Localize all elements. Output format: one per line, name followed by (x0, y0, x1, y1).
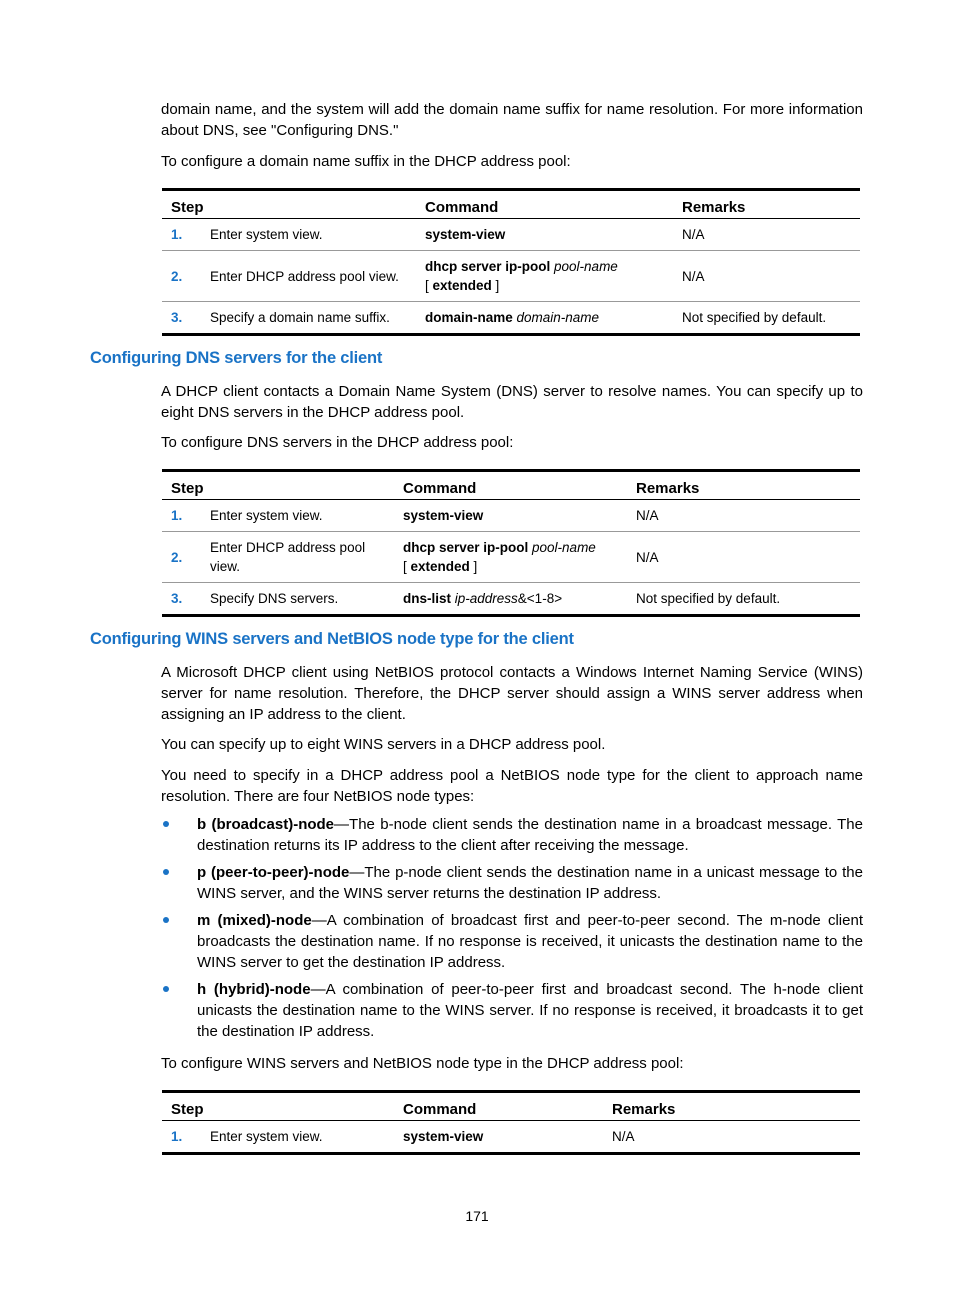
node-type-list (161, 814, 863, 1048)
list-item (161, 862, 863, 904)
step-number: 1. (162, 219, 194, 251)
bullet-icon (163, 821, 169, 827)
step-number: 1. (162, 1121, 194, 1154)
command-token: [ (425, 278, 433, 293)
command-token: [ (403, 559, 411, 574)
step-number: 2. (162, 251, 194, 302)
header-remarks: Remarks (673, 190, 860, 219)
step-number: 3. (162, 302, 194, 335)
step-command (394, 583, 627, 616)
step-remarks: Not specified by default. (673, 302, 860, 335)
command-token: &<1-8> (517, 591, 563, 606)
command-token: dns-list (403, 591, 455, 606)
step-command (416, 251, 673, 302)
table-row (162, 219, 860, 251)
intro-paragraph: domain name, and the system will add the domain name suffix for name resolution. For more information about DNS, see "Configuring DNS." (161, 101, 863, 139)
intro-instruction: To configure a domain name suffix in the DHCP address pool: (161, 153, 571, 170)
command-token: system-view (403, 1129, 484, 1144)
section-title-wins: Configuring WINS servers and NetBIOS node type for the client (90, 630, 574, 648)
wins-table (162, 1090, 860, 1155)
wins-instruction: To configure WINS servers and NetBIOS node type in the DHCP address pool: (161, 1055, 684, 1072)
step-remarks: N/A (627, 500, 860, 532)
step-number: 3. (162, 583, 194, 616)
node-type-description: —The p-node client sends the destination name in a unicast message to the WINS server, and the WINS server returns the destination IP address. (197, 864, 863, 902)
command-token: extended (410, 559, 470, 574)
step-command (394, 532, 627, 583)
table-row (162, 583, 860, 616)
step-description: Enter system view. (194, 500, 394, 532)
wins-paragraph-1: A Microsoft DHCP client using NetBIOS protocol contacts a Windows Internet Naming Service (WINS) server for name resolution. Therefore, the DHCP server should assign a WINS server address when assigning an IP address to the client. (161, 664, 863, 723)
wins-paragraph-3: You need to specify in a DHCP address pool a NetBIOS node type for the client to approach name resolution. There are four NetBIOS node types: (161, 767, 863, 805)
step-remarks: N/A (603, 1121, 860, 1154)
table-row (162, 302, 860, 335)
header-command: Command (394, 1092, 603, 1121)
node-type-term: b (broadcast)-node (197, 816, 335, 833)
header-command: Command (394, 471, 627, 500)
command-token: pool-name (554, 259, 618, 274)
step-description: Enter DHCP address pool view. (194, 251, 416, 302)
command-token: extended (432, 278, 492, 293)
table-row (162, 532, 860, 583)
step-command (394, 500, 627, 532)
bullet-icon (163, 869, 169, 875)
dns-paragraph: A DHCP client contacts a Domain Name System (DNS) server to resolve names. You can specify up to eight DNS servers in the DHCP address pool. (161, 383, 863, 421)
command-token: ip-address (454, 591, 518, 606)
header-command: Command (416, 190, 673, 219)
table-row (162, 1121, 860, 1154)
command-token: domain-name (516, 310, 600, 325)
header-remarks: Remarks (603, 1092, 860, 1121)
list-item (161, 979, 863, 1042)
step-remarks: N/A (673, 251, 860, 302)
node-type-description: —The b-node client sends the destination name in a broadcast message. The destination returns its IP address to the client after receiving the message. (197, 816, 863, 854)
table-row (162, 500, 860, 532)
step-number: 2. (162, 532, 194, 583)
header-step: Step (162, 471, 394, 500)
node-type-term: m (mixed)-node (197, 912, 312, 929)
table-row (162, 251, 860, 302)
command-token: dhcp server ip-pool (425, 259, 555, 274)
command-token: ] (469, 559, 478, 574)
node-type-term: h (hybrid)-node (197, 981, 311, 998)
section-title-dns: Configuring DNS servers for the client (90, 349, 383, 367)
command-token: dhcp server ip-pool (403, 540, 533, 555)
domain-suffix-table (162, 188, 860, 336)
step-description: Specify a domain name suffix. (194, 302, 416, 335)
header-remarks: Remarks (627, 471, 860, 500)
dns-instruction: To configure DNS servers in the DHCP address pool: (161, 434, 514, 451)
list-item (161, 910, 863, 973)
dns-servers-table (162, 469, 860, 617)
bullet-icon (163, 986, 169, 992)
list-item (161, 814, 863, 856)
command-token: pool-name (532, 540, 596, 555)
step-number: 1. (162, 500, 194, 532)
page-number: 171 (465, 1208, 489, 1224)
step-command (416, 219, 673, 251)
header-step: Step (162, 190, 416, 219)
step-description: Specify DNS servers. (194, 583, 394, 616)
node-type-description: —A combination of peer-to-peer first and broadcast second. The h-node client unicasts the destination name to the WINS server. If no response is received, it broadcasts it to get the destination IP address. (197, 981, 864, 1040)
node-type-term: p (peer-to-peer)-node (197, 864, 350, 881)
step-description: Enter system view. (194, 219, 416, 251)
command-token: system-view (425, 227, 506, 242)
command-token: domain-name (425, 310, 517, 325)
step-description: Enter system view. (194, 1121, 394, 1154)
step-command (416, 302, 673, 335)
step-description: Enter DHCP address pool view. (194, 532, 394, 583)
step-remarks: N/A (673, 219, 860, 251)
bullet-icon (163, 917, 169, 923)
step-remarks: Not specified by default. (627, 583, 860, 616)
node-type-description: —A combination of broadcast first and peer-to-peer second. The m-node client broadcasts the destination name. If no response is received, it unicasts the destination name to the WINS server to get the destination IP address. (197, 912, 863, 971)
command-token: ] (491, 278, 500, 293)
command-token: system-view (403, 508, 484, 523)
header-step: Step (162, 1092, 394, 1121)
step-command (394, 1121, 603, 1154)
wins-paragraph-2: You can specify up to eight WINS servers in a DHCP address pool. (161, 736, 606, 753)
step-remarks: N/A (627, 532, 860, 583)
